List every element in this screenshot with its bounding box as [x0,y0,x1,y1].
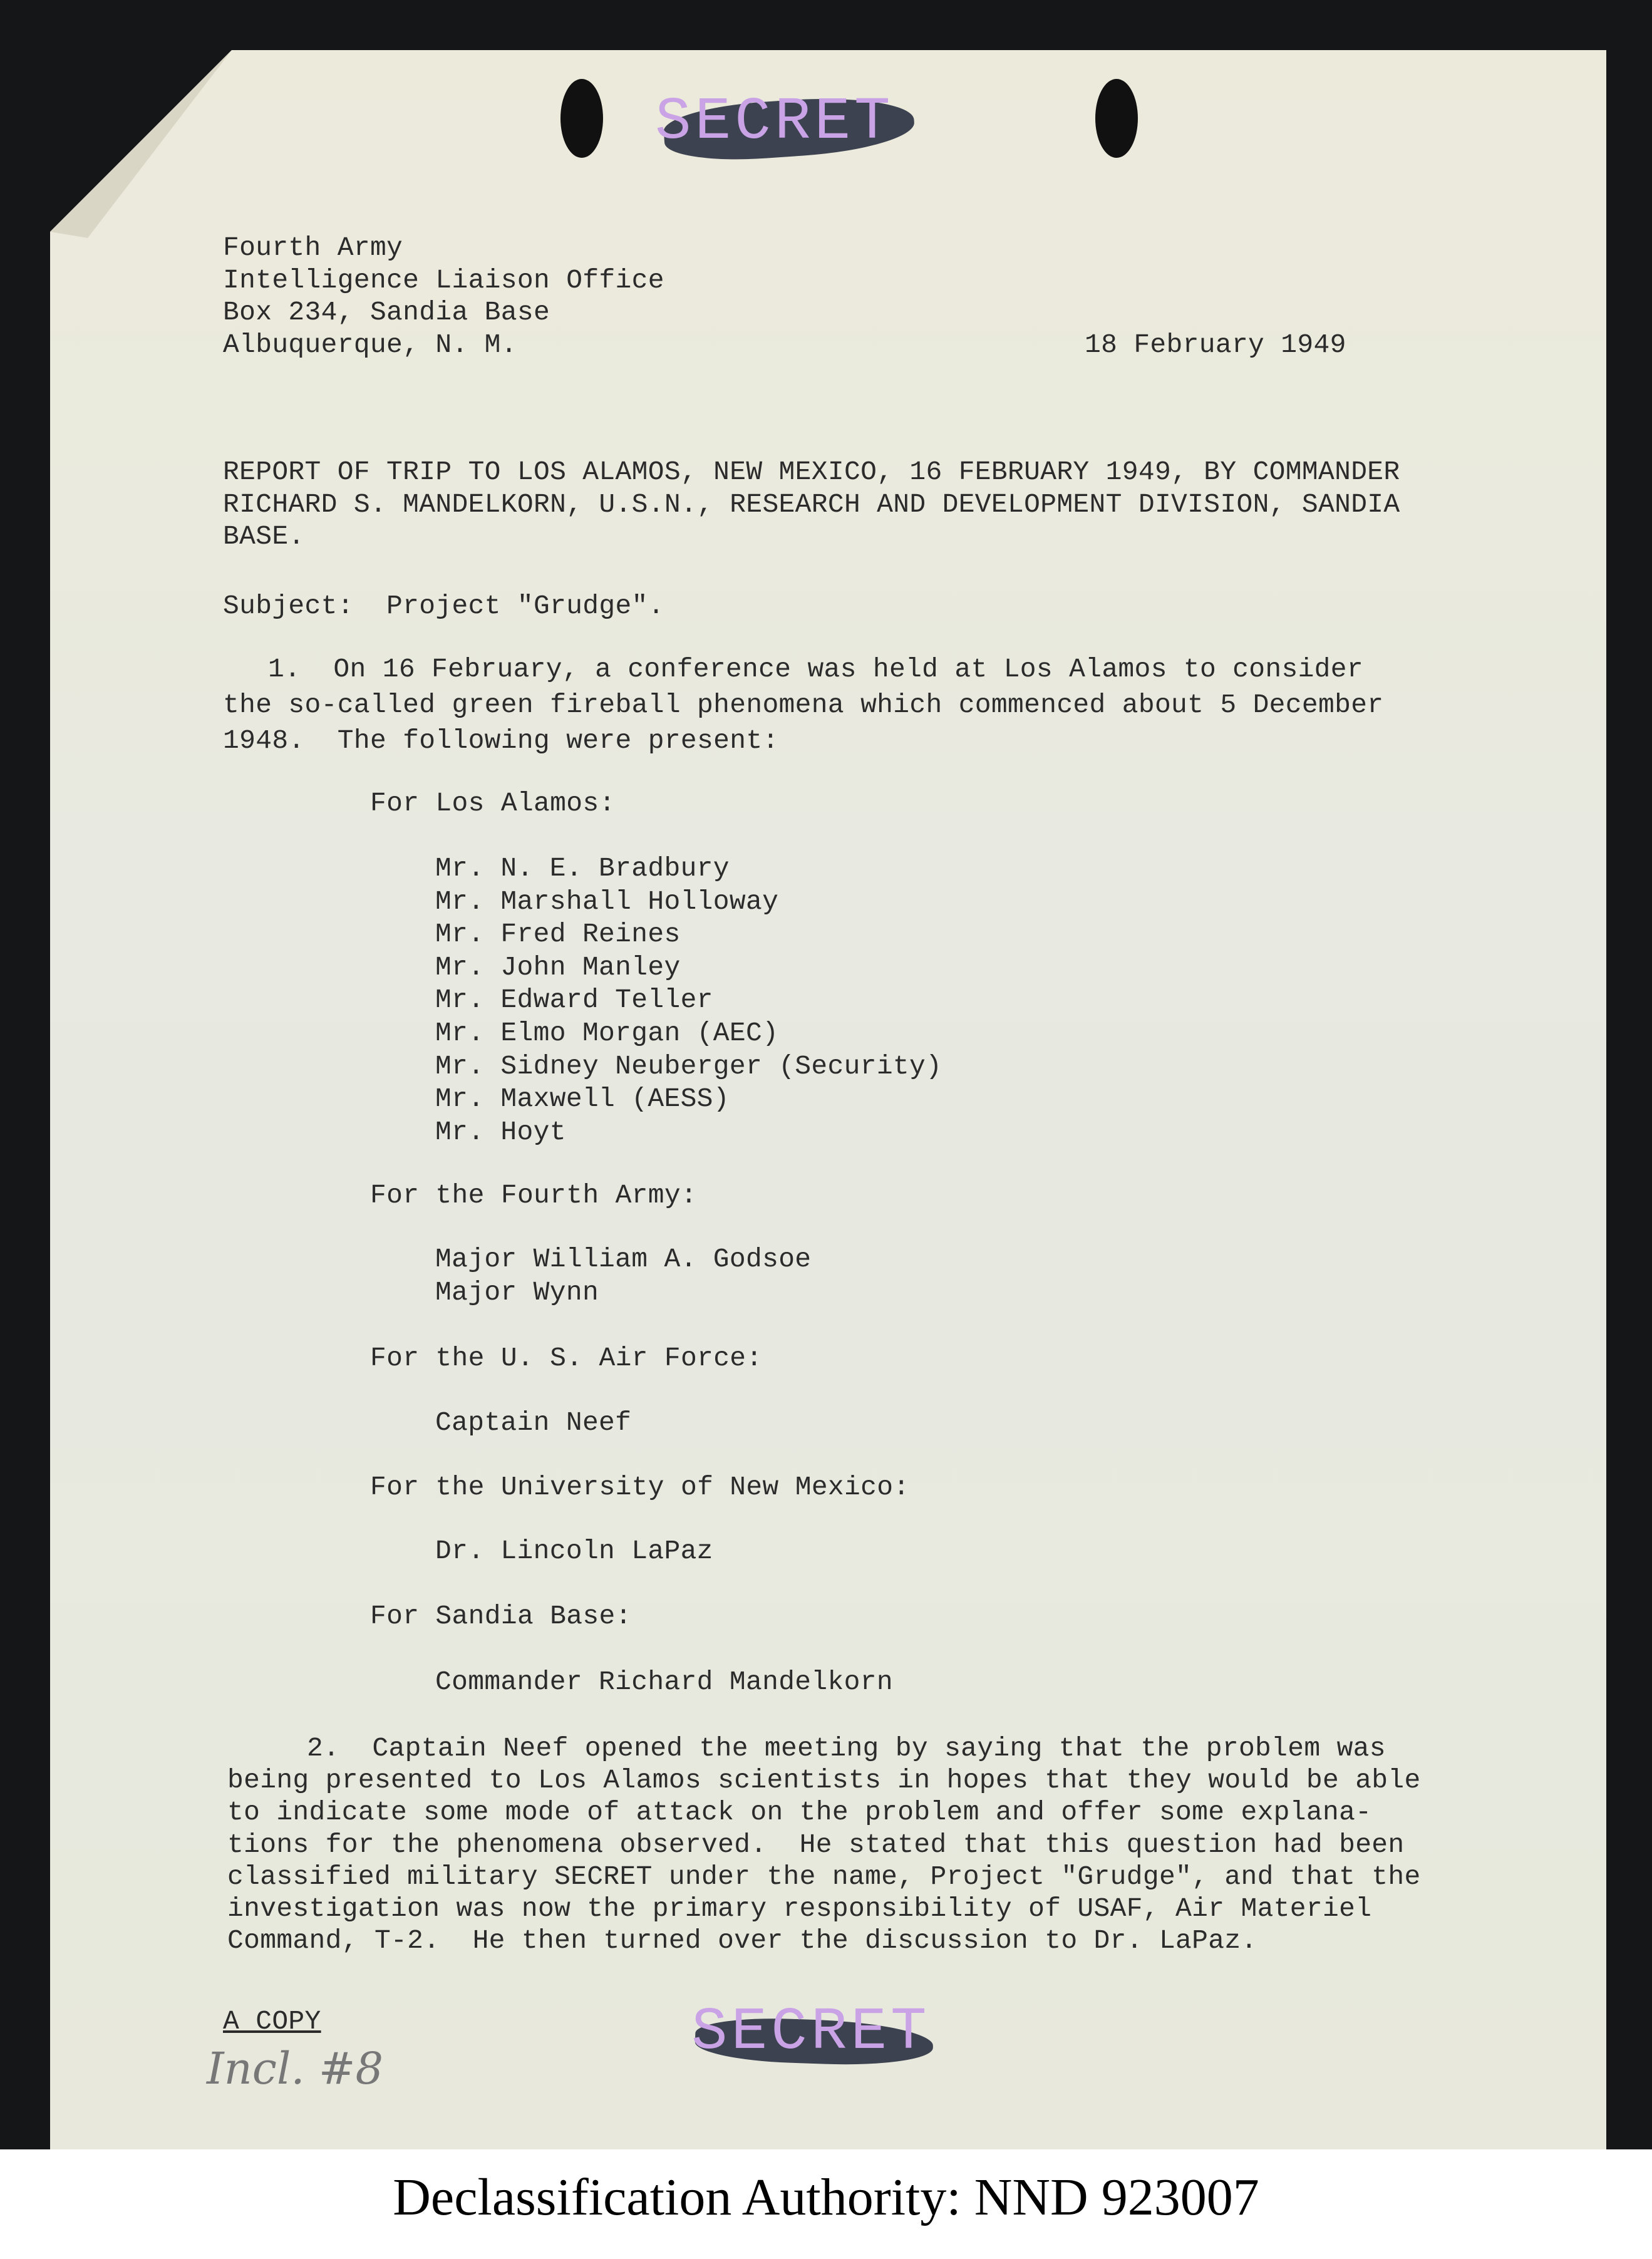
report-title-line: BASE. [223,521,305,552]
paragraph-2-line: tions for the phenomena observed. He stated that this question had been [227,1829,1405,1860]
attendee-name: Major William A. Godsoe [435,1244,812,1274]
secret-stamp-top: SECRET [655,88,894,156]
attendee-name: Commander Richard Mandelkorn [435,1667,893,1697]
paragraph-2-line: investigation was now the primary responsibility of USAF, Air Materiel [227,1893,1372,1924]
attendee-name: Mr. Sidney Neuberger (Security) [435,1050,942,1082]
attendee-group-label: For the U. S. Air Force: [370,1343,763,1373]
paragraph-2-line: classified military SECRET under the name, Project "Grudge", and that the [227,1861,1421,1892]
attendee-name: Mr. Maxwell (AESS) [435,1083,730,1115]
document-date: 18 February 1949 [1085,329,1346,360]
declassification-caption: Declassification Authority: NND 923007 [393,2168,1259,2226]
paragraph-1-line: 1948. The following were present: [223,725,779,756]
attendee-name: Mr. John Manley [435,951,681,983]
attendee-group-label: For the Fourth Army: [370,1180,698,1211]
paragraph-2-line: being presented to Los Alamos scientists in hopes that they would be able [227,1765,1421,1796]
attendee-name: Mr. Edward Teller [435,985,713,1016]
address-line: Box 234, Sandia Base [223,297,550,328]
attendee-name: Mr. Elmo Morgan (AEC) [435,1018,779,1048]
attendee-group-label: For the University of New Mexico: [370,1472,910,1502]
attendee-name: Dr. Lincoln LaPaz [435,1536,713,1566]
attendee-group-label: For Sandia Base: [370,1601,632,1631]
paragraph-2-line: to indicate some mode of attack on the problem and offer some explana- [227,1797,1372,1828]
attendee-name: Mr. Hoyt [435,1116,566,1147]
subject-line: Subject: Project "Grudge". [223,591,664,621]
attendee-name: Major Wynn [435,1276,599,1308]
address-line: Fourth Army [223,232,403,263]
punch-hole-right [1095,79,1138,158]
punch-hole-left [560,79,603,158]
report-title-line: RICHARD S. MANDELKORN, U.S.N., RESEARCH AND DEVELOPMENT DIVISION, SANDIA [223,489,1400,520]
attendee-name: Mr. N. E. Bradbury [435,853,730,884]
attendee-name: Mr. Fred Reines [435,919,681,950]
secret-stamp-bottom: SECRET [691,1998,931,2066]
copy-label: A COPY [223,2006,321,2037]
paragraph-1-line: 1. On 16 February, a conference was held at Los Alamos to consider [268,654,1363,685]
address-line: Intelligence Liaison Office [223,264,664,296]
paragraph-2-line: 2. Captain Neef opened the meeting by saying that the problem was [307,1733,1386,1764]
address-line: Albuquerque, N. M. [223,329,517,360]
paragraph-2-line: Command, T-2. He then turned over the discussion to Dr. LaPaz. [227,1925,1257,1957]
attendee-name: Mr. Marshall Holloway [435,886,779,917]
handwritten-enclosure-note: Incl. #8 [207,2043,384,2094]
paragraph-1-line: the so-called green fireball phenomena which commenced about 5 December [223,690,1384,720]
report-title-line: REPORT OF TRIP TO LOS ALAMOS, NEW MEXICO, 16 FEBRUARY 1949, BY COMMANDER [223,457,1400,487]
attendee-group-label: For Los Alamos: [370,788,616,819]
attendee-name: Captain Neef [435,1407,632,1438]
